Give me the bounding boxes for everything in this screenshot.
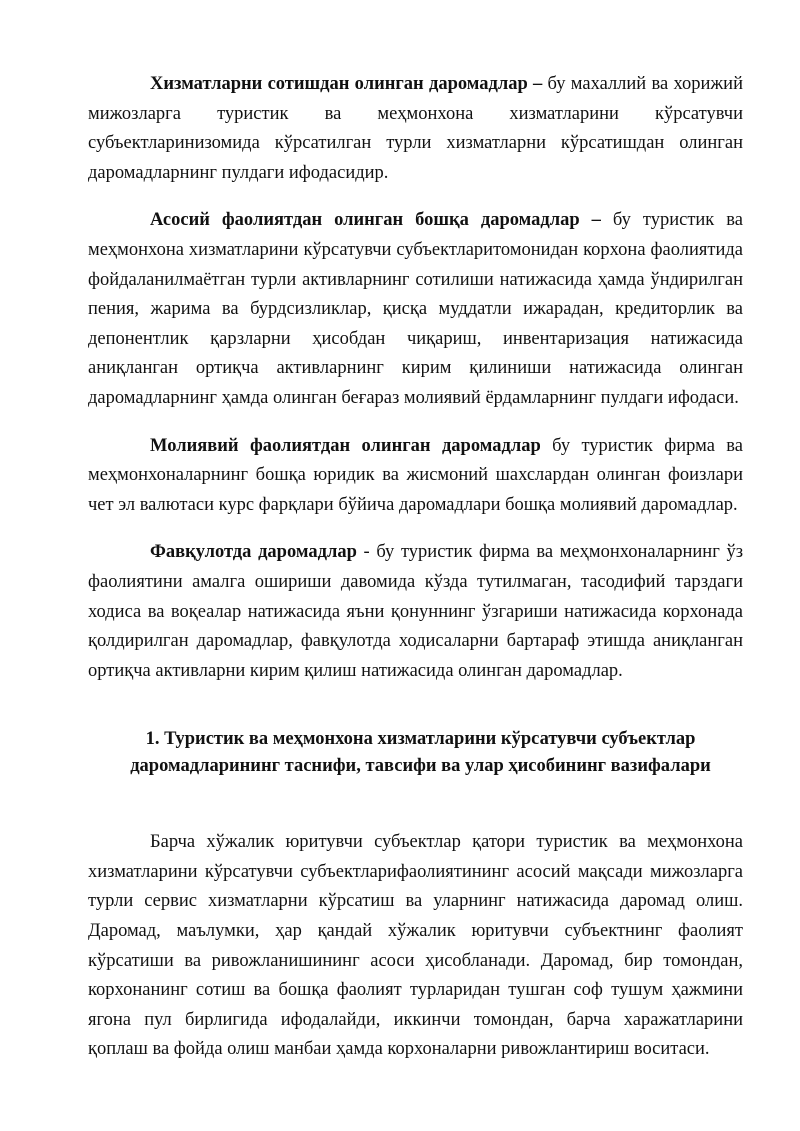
body-paragraph: Барча хўжалик юритувчи субъектлар қатори туристик ва меҳмонхона хизматларини кўрсатувчи субъектларифаолиятининг асосий мақсади мижозларга турли сервис хизматларни кўрсатиш ва уларнинг натижасида даромад олиш. Даромад, маълумки, ҳар қандай хўжалик юритувчи субъектнинг фаолият кўрсатиши ва ривожланишининг асоси ҳисобланади. Даромад, бир томондан, корхонанинг сотиш ва бошқа фаолият турларидан тушган соф тушум ҳажмини ягона пул бирлигида ифодалайди, иккинчи томондан, барча харажатларини қоплаш ва фойда олиш манбаи ҳамда корхоналарни ривожлантириш воситаси. bbox=[88, 832, 743, 1060]
paragraph-services-revenue bbox=[88, 70, 743, 188]
paragraph-financial-revenue bbox=[88, 432, 743, 521]
definition-extraordinary-revenue: - бу туристик фирма ва меҳмонхоналарнинг ўз фаолиятини амалга ошириши давомида кўзда тутилмаган, тасодифий тарздаги ходиса ва воқеалар натижасида яъни қонуннинг ўзгариши натижасида корхонада қолдирилган даромадлар, фавқулотда ходисаларни бартараф этишда аниқланган ортиқча активларни кирим қилиш натижасида олинган даромадлар. bbox=[88, 542, 743, 681]
paragraph-other-operating-revenue bbox=[88, 206, 743, 413]
definition-financial-revenue: бу туристик фирма ва меҳмонхоналарнинг бошқа юридик ва жисмоний шахслардан олинган фоизлари чет эл валютаси курс фарқлари бўйича даромадлари бошқа молиявий даромадлар. bbox=[88, 435, 743, 515]
definition-other-operating-revenue: бу туристик ва меҳмонхона хизматларини кўрсатувчи субъектларитомонидан корхона фаолиятида фойдаланилмаётган турли активларнинг сотилиши натижасида ҳамда ўндирилган пения, жарима ва бурдсизликлар, қисқа муддатли ижарадан, кредиторлик ва депонентлик қарзларни ҳисобдан чиқариш, инвентаризация натижасида аниқланган ортиқча активларнинг кирим қилиниши натижасида олинган даромадларнинг ҳамда олинган беғараз молиявий ёрдамларнинг пулдаги ифодаси. bbox=[88, 210, 743, 408]
term-other-operating-revenue: Асосий фаолиятдан олинган бошқа даромадлар – bbox=[150, 210, 601, 231]
spacer bbox=[88, 780, 743, 828]
document-page bbox=[88, 70, 743, 1083]
section-heading-line-1: 1. Туристик ва меҳмонхона хизматларини кўрсатувчи субъектлар bbox=[145, 729, 696, 750]
paragraph-extraordinary-revenue bbox=[88, 538, 743, 686]
term-services-revenue: Хизматларни сотишдан олинган даромадлар – bbox=[150, 74, 543, 94]
term-extraordinary-revenue: Фавқулотда даромадлар bbox=[150, 542, 357, 563]
term-financial-revenue: Молиявий фаолиятдан олинган даромадлар bbox=[150, 435, 541, 456]
definition-services-revenue: бу махаллий ва хорижий мижозларга туристик ва меҳмонхона хизматларини кўрсатувчи субъектларинизомида кўрсатилган турли хизматларни кўрсатишдан олинган даромадларнинг пулдаги ифодасидир. bbox=[88, 74, 743, 183]
section-heading-line-2: даромадларининг таснифи, тавсифи ва улар ҳисобининг вазифалари bbox=[130, 756, 711, 777]
section-heading bbox=[88, 726, 743, 780]
